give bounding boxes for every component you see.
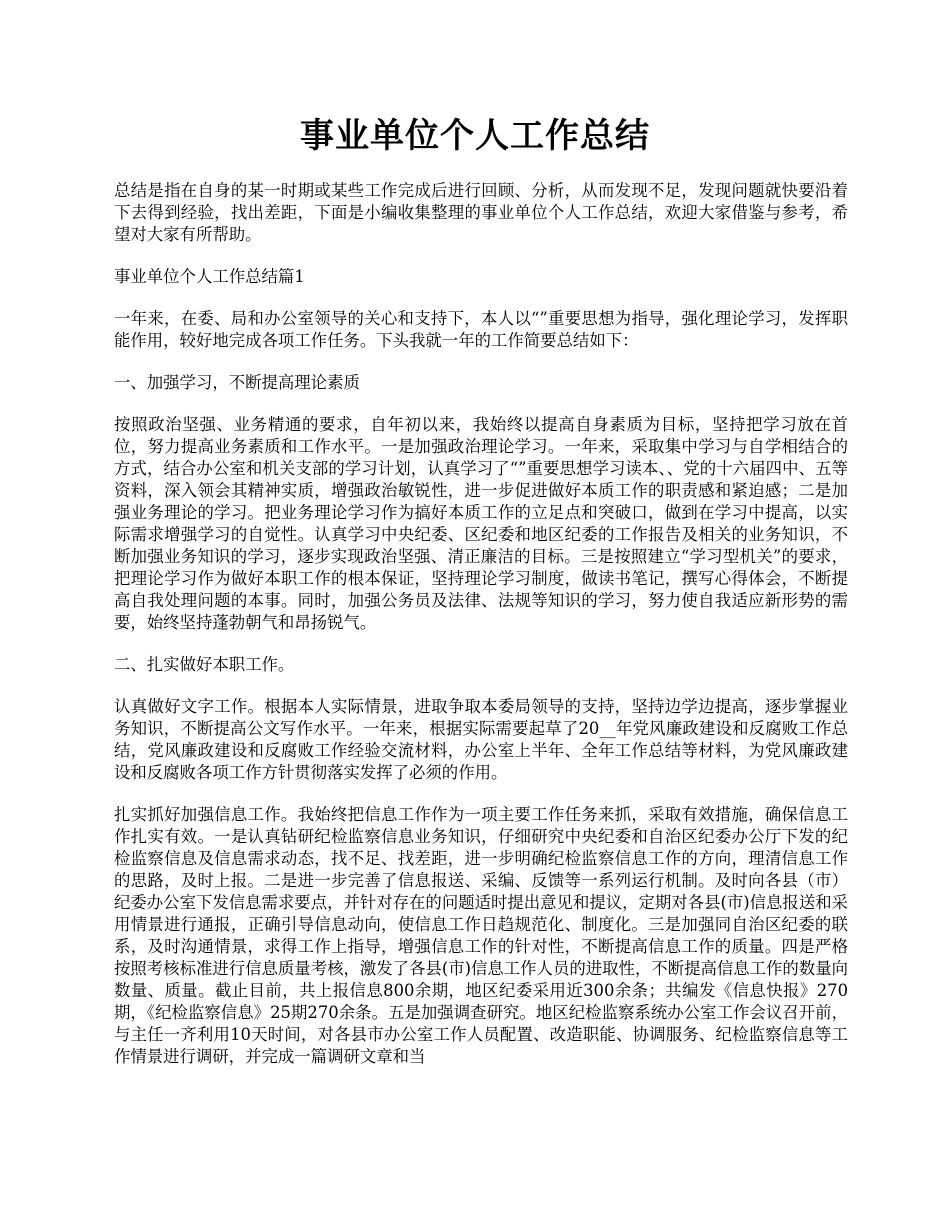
section-heading-study: 一、加强学习，不断提高理论素质 — [114, 373, 360, 392]
information-paragraph: 扎实抓好加强信息工作。我始终把信息工作作为一项主要工作任务来抓，采取有效措施，确保信息工作扎实有效。一是认真钻研纪检监察信息业务知识，仔细研究中央纪委和自治区纪委办公厅下发的纪检监察信息及信息需求动态，找不足、找差距，进一步明确纪检监察信息工作的方向，理清信息工作的思路，及时上报。二是进一步完善了信息报送、采编、反馈等一系列运行机制。及时向各县（市）纪委办公室下发信息需求要点，并针对存在的问题适时提出意见和提议，定期对各县(市)信息报送和采用情景进行通报，正确引导信息动向，使信息工作日趋规范化、制度化。三是加强同自治区纪委的联系，及时沟通情景，求得工作上指导，增强信息工作的针对性，不断提高信息工作的质量。四是严格按照考核标准进行信息质量考核，激发了各县(市)信息工作人员的进取性，不断提高信息工作的数量向数量、质量。截止目前，共上报信息800余期，地区纪委采用近300余条；共编发《信息快报》270期，《纪检监察信息》25期270余条。五是加强调查研究。地区纪检监察系统办公室工作会议召开前，与主任一齐利用10天时间，对各县市办公室工作人员配置、改造职能、协调服务、纪检监察信息等工作情景进行调研，并完成一篇调研文章和当 — [114, 805, 848, 1066]
opening-paragraph: 一年来，在委、局和办公室领导的关心和支持下，本人以“”重要思想为指导，强化理论学习，发挥职能作用，较好地完成各项工作任务。下头我就一年的工作简要总结如下： — [114, 309, 848, 350]
study-paragraph: 按照政治坚强、业务精通的要求，自年初以来，我始终以提高自身素质为目标，坚持把学习放在首位，努力提高业务素质和工作水平。一是加强政治理论学习。一年来，采取集中学习与自学相结合的方式，结合办公室和机关支部的学习计划，认真学习了“”重要思想学习读本、、党的十六届四中、五等资料，深入领会其精神实质，增强政治敏锐性，进一步促进做好本质工作的职责感和紧迫感；二是加强业务理论的学习。把业务理论学习作为搞好本质工作的立足点和突破口，做到在学习中提高，以实际需求增强学习的自觉性。认真学习中央纪委、区纪委和地区纪委的工作报告及相关的业务知识，不断加强业务知识的学习，逐步实现政治坚强、清正廉洁的目标。三是按照建立“学习型机关”的要求，把理论学习作为做好本职工作的根本保证，坚持理论学习制度，做读书笔记，撰写心得体会，不断提高自我处理问题的本事。同时，加强公务员及法律、法规等知识的学习，努力使自我适应新形势的需要，始终坚持蓬勃朝气和昂扬锐气。 — [114, 415, 848, 632]
intro-paragraph: 总结是指在自身的某一时期或某些工作完成后进行回顾、分析，从而发现不足，发现问题就快要沿着下去得到经验，找出差距，下面是小编收集整理的事业单位个人工作总结，欢迎大家借鉴与参考，希望对大家有所帮助。 — [114, 181, 848, 244]
writing-paragraph: 认真做好文字工作。根据本人实际情景，进取争取本委局领导的支持，坚持边学边提高，逐步掌握业务知识，不断提高公文写作水平。一年来，根据实际需要起草了20__年党风廉政建设和反腐败工作总结，党风廉政建设和反腐败工作经验交流材料，办公室上半年、全年工作总结等材料，为党风廉政建设和反腐败各项工作方针贯彻落实发挥了必须的作用。 — [114, 697, 848, 782]
section-heading-part1: 事业单位个人工作总结篇1 — [114, 267, 305, 286]
document-body — [114, 180, 848, 1088]
document-title: 事业单位个人工作总结 — [300, 116, 650, 156]
section-heading-duty: 二、扎实做好本职工作。 — [114, 655, 295, 674]
